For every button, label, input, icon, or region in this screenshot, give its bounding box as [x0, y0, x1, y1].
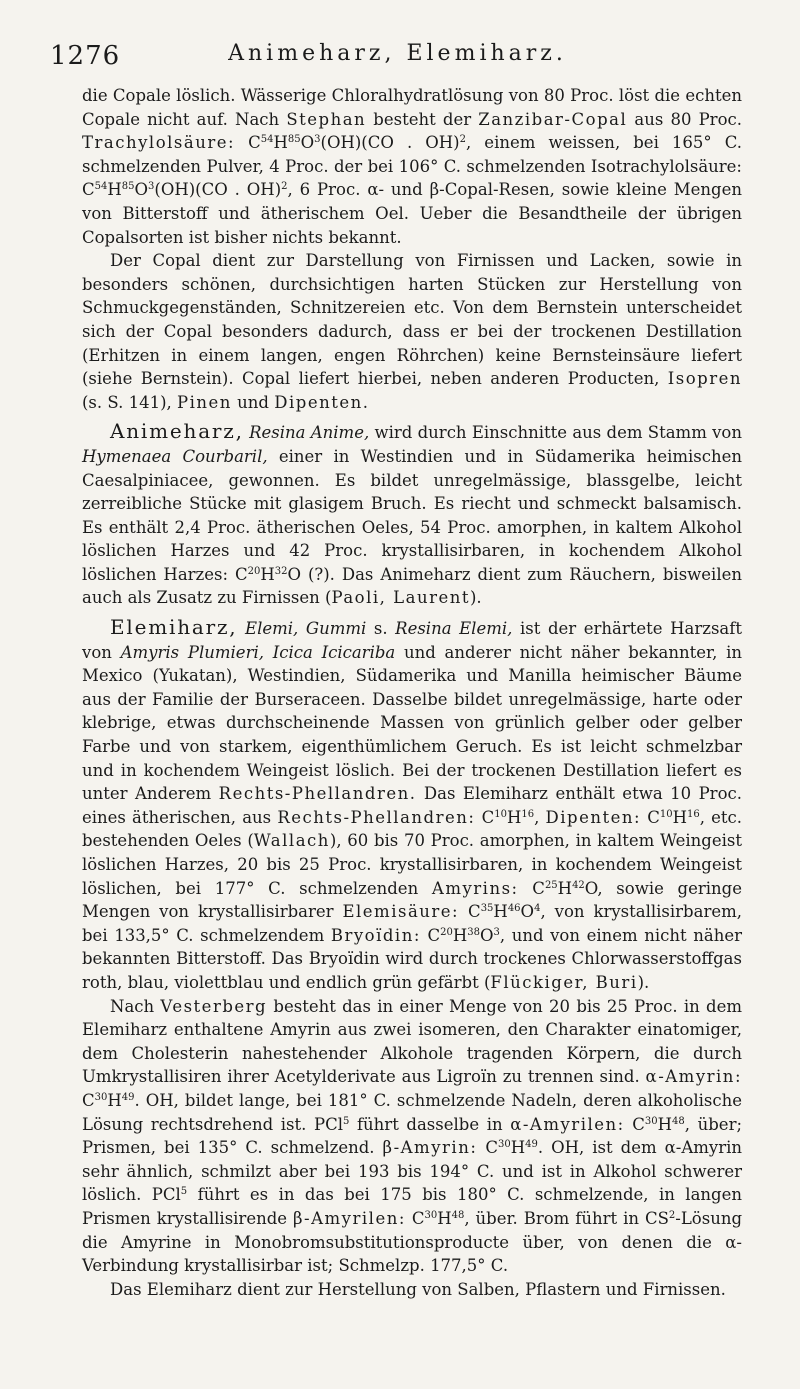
- paragraph-elemiharz-use: Das Elemiharz dient zur Herstellung von Salben, Pflastern und Firnissen.: [110, 1279, 726, 1299]
- page-number: 1276: [50, 41, 121, 71]
- entry-heading-animeharz: Animeharz,: [110, 419, 244, 444]
- paragraph-animeharz: Animeharz, Resina Anime, wird durch Einschnitte aus dem Stamm von Hymenaea Courbaril, einer in Westindien und in Südamerika heimischen Caesalpiniacee, gewonnen. Es bildet unregelmässige, blassgelbe, leicht zerreibliche Stücke mit glasigem Bruch. Es riecht und schmeckt balsamisch. Es enthält 2,4 Proc. ätherischen Oeles, 54 Proc. amorphen, in kaltem Alkohol löslichen Harzes und 42 Proc. krystallisirbaren, in kochendem Alkohol löslichen Harzes: $C^{20}H^{32}O$ (?). Das Animeharz dient zum Räuchern, bisweilen auch als Zusatz zu Firnissen (Paoli, Laurent).: [82, 419, 743, 608]
- running-title: Animeharz, Elemiharz.: [228, 41, 567, 66]
- paragraph-amyrin: Nach Vesterberg besteht das in einer Menge von 20 bis 25 Proc. in dem Elemiharz enthaltene Amyrin aus zwei isomeren, den Charakter einatomiger, dem Cholesterin nahestehender Alkohole tragenden Körpern, die durch Umkrystallisiren ihrer Acetylderivate aus Ligroïn zu trennen sind. α-Amyrin: $C^{30}H^{49}$. OH, bildet lange, bei 181° C. schmelzende Nadeln, deren alkoholische Lösung rechtsdrehend ist. PCl$^5$ führt dasselbe in α-Amyrilen: $C^{30}H^{48}$, über; Prismen, bei 135° C. schmelzend. β-Amyrin: $C^{30}H^{49}$. OH, ist dem α-Amyrin sehr ähnlich, schmilzt aber bei 193 bis 194° C. und ist in Alkohol schwerer löslich. PCl$^5$ führt es in das bei 175 bis 180° C. schmelzende, in langen Prismen krystallisirende β-Amyrilen: $C^{30}H^{48}$, über. Brom führt in $CS^2$-Lösung die Amyrine in Monobromsubstitutionsproducte über, von denen die α-Verbindung krystallisirbar ist; Schmelzp. 177,5° C.: [82, 996, 743, 1276]
- paragraph-copal-composition: die Copale löslich. Wässerige Chloralhydratlösung von 80 Proc. löst die echten Copale nicht auf. Nach Stephan besteht der Zanzibar-Copal aus 80 Proc. Trachylolsäure: $C^{54}H^{85}O^3(OH)(CO$ . OH)$^2$, einem weissen, bei 165° C. schmelzenden Pulver, 4 Proc. der bei 106° C. schmelzenden Isotrachylolsäure: $C^{54}H^{85}O^3(OH)(CO$ . OH)$^2$, 6 Proc. α- und β-Copal-Resen, sowie kleine Mengen von Bitterstoff und ätherischem Oel. Ueber die Besandtheile der übrigen Copalsorten ist bisher nichts bekannt.: [82, 86, 743, 247]
- entry-heading-elemiharz: Elemiharz,: [110, 615, 238, 640]
- paragraph-elemiharz: Elemiharz, Elemi, Gummi s. Resina Elemi, ist der erhärtete Harzsaft von Amyris Plumieri, Icica Icicariba und anderer nicht näher bekannter, in Mexico (Yukatan), Westindien, Südamerika und Manilla heimischer Bäume aus der Familie der Burseraceen. Dasselbe bildet unregelmässige, harte oder klebrige, etwas durchscheinende Massen von grünlich gelber oder gelber Farbe und von starkem, eigenthümlichem Geruch. Es ist leicht schmelzbar und in kochendem Weingeist löslich. Bei der trockenen Destillation liefert es unter Anderem Rechts-Phellandren. Das Elemiharz enthält etwa 10 Proc. eines ätherischen, aus Rechts-Phellandren: $C^{10}H^{16}$, Dipenten: $C^{10}H^{16}$, etc. bestehenden Oeles (Wallach), 60 bis 70 Proc. amorphen, in kaltem Weingeist löslichen Harzes, 20 bis 25 Proc. krystallisirbaren, in kochendem Weingeist löslichen, bei 177° C. schmelzenden Amyrins: $C^{25}H^{42}O$, sowie geringe Mengen von krystallisirbarer Elemisäure: $C^{35}H^{46}O^4$, von krystallisirbarem, bei 133,5° C. schmelzendem Bryoïdin: $C^{20}H^{38}O^3$, und von einem nicht näher bekannten Bitterstoff. Das Bryoïdin wird durch trockenes Chlorwasserstoffgas roth, blau, violettblau und endlich grün gefärbt (Flückiger, Buri).: [82, 615, 743, 992]
- paragraph-copal-use: Der Copal dient zur Darstellung von Firnissen und Lacken, sowie in besonders schönen, durchsichtigen harten Stücken zur Herstellung von Schmuckgegenständen, Schnitzereien etc. Von dem Bernstein unterscheidet sich der Copal besonders dadurch, dass er bei der trockenen Destillation (Erhitzen in einem langen, engen Röhrchen) keine Bernsteinsäure liefert (siehe Bernstein). Copal liefert hierbei, neben anderen Producten, Isopren (s. S. 141), Pinen und Dipenten.: [82, 251, 742, 412]
- page-body: [82, 84, 742, 1301]
- page-header: [50, 41, 745, 73]
